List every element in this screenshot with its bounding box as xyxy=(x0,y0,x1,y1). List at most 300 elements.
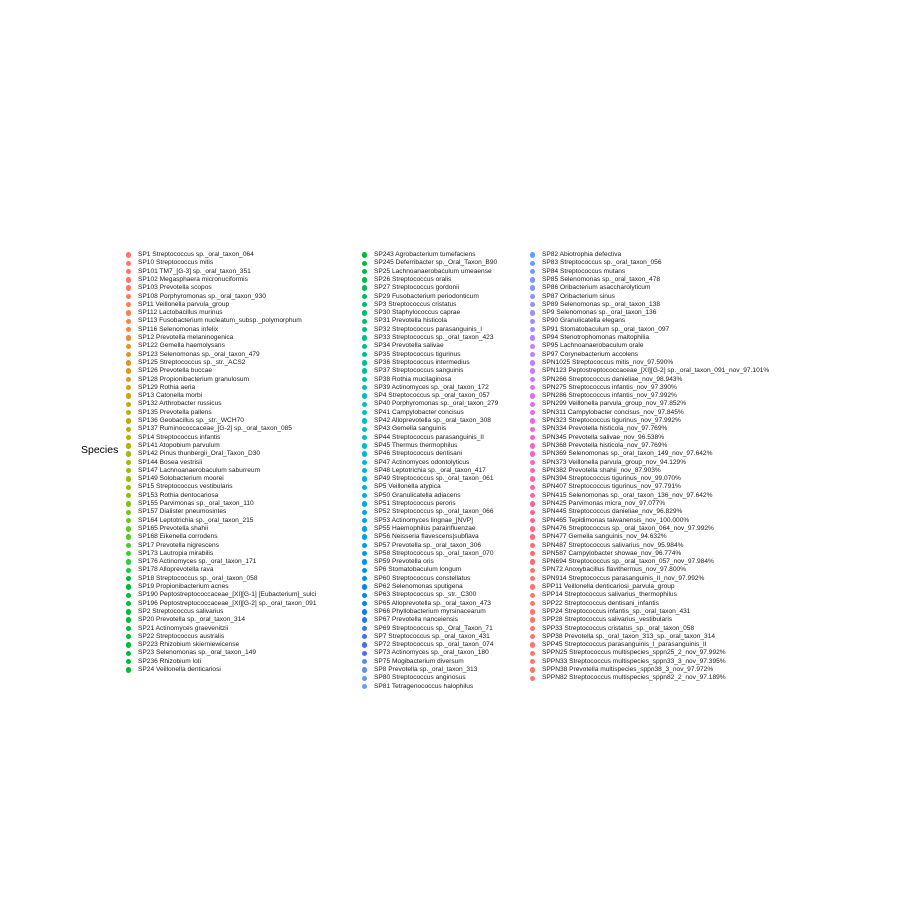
legend-dot-icon xyxy=(530,252,535,257)
legend-label: SP20 Prevotella sp._oral_taxon_314 xyxy=(138,616,246,624)
legend-dot-icon xyxy=(530,493,535,498)
legend-label: SP103 Prevotella scopos xyxy=(138,284,212,292)
legend-dot-icon xyxy=(530,460,535,465)
legend-dot-icon xyxy=(126,277,131,282)
legend-label: SP56 Neisseria flavescens|subflava xyxy=(374,533,479,541)
legend-label: SPP22 Streptococcus dentisani_infantis xyxy=(542,599,659,607)
legend-label: SPN694 Streptococcus sp._oral_taxon_057_nov_97.984% xyxy=(542,558,714,566)
legend-dot-icon xyxy=(126,642,131,647)
legend-label: SP132 Arthrobacter russicus xyxy=(138,400,222,408)
legend-dot-icon xyxy=(530,501,535,506)
legend-dot-icon xyxy=(530,584,535,589)
legend-label: SP30 Staphylococcus caprae xyxy=(374,309,461,317)
legend-dot-icon xyxy=(126,601,131,606)
legend-label: SP40 Porphyromonas sp._oral_taxon_279 xyxy=(374,400,499,408)
legend-label: SP33 Streptococcus sp._oral_taxon_423 xyxy=(374,334,494,341)
legend-label: SP122 Gemella haemolysans xyxy=(138,342,225,350)
legend-dot-icon xyxy=(362,402,367,407)
legend-dot-icon xyxy=(530,410,535,415)
legend-label: SP50 Granulicatella adiacens xyxy=(374,491,461,499)
legend-label: SPN323 Streptococcus tigurinus_nov_97.992% xyxy=(542,417,681,424)
legend-dot-icon xyxy=(362,435,367,440)
legend-dot-icon xyxy=(126,518,131,523)
legend-dot-icon xyxy=(530,642,535,647)
legend-dot-icon xyxy=(362,352,367,357)
legend-dot-icon xyxy=(126,443,131,448)
legend-dot-icon xyxy=(362,451,367,456)
legend-label: SP31 Prevotella histicola xyxy=(374,317,447,325)
legend-label: SPPN25 Streptococcus multispecies_sppn25_2_nov_97.992% xyxy=(542,649,726,657)
legend-dot-icon xyxy=(530,451,535,456)
legend-dot-icon xyxy=(362,684,367,689)
legend-dot-icon xyxy=(362,601,367,606)
legend-label: SP84 Streptococcus mutans xyxy=(542,267,626,275)
legend-label: SP37 Streptococcus sanguinis xyxy=(374,367,464,375)
legend-dot-icon xyxy=(362,659,367,664)
legend-dot-icon xyxy=(530,393,535,398)
legend-label: SP48 Leptotrichia sp._oral_taxon_417 xyxy=(374,466,486,474)
legend-label: SP17 Prevotella nigrescens xyxy=(138,541,220,549)
legend-dot-icon xyxy=(126,476,131,481)
legend-label: SP26 Streptococcus oralis xyxy=(374,275,452,283)
legend-dot-icon xyxy=(126,593,131,598)
legend-label: SP196 Peptostreptococcaceae_[XI][G-2] sp._oral_taxon_091 xyxy=(138,599,317,607)
legend-label: SPN368 Prevotella histicola_nov_97.769% xyxy=(542,441,668,449)
legend-dot-icon xyxy=(530,335,535,340)
legend-label: SPP14 Streptococcus salivarius_thermophilus xyxy=(542,591,677,599)
legend-label: SP53 Actinomyces lingnae_[NVP] xyxy=(374,516,473,524)
legend-label: SP141 Atopobium parvulum xyxy=(138,441,220,449)
legend-dot-icon xyxy=(126,294,131,299)
legend-label: SP243 Agrobacterium tumefaciens xyxy=(374,251,476,258)
legend-label: SP112 Lactobacillus murinus xyxy=(138,309,223,317)
legend-label: SP32 Streptococcus parasanguinis_I xyxy=(374,325,483,333)
legend-label: SPN425 Parvimonas micra_nov_97.077% xyxy=(542,500,666,507)
legend-label: SP72 Streptococcus sp._oral_taxon_074 xyxy=(374,641,494,649)
legend-dot-icon xyxy=(530,568,535,573)
legend-label: SP137 Ruminococcaceae_[G-2] sp._oral_taxon_085 xyxy=(138,425,292,433)
legend-dot-icon xyxy=(362,269,367,274)
legend-label: SPN275 Streptococcus infantis_nov_97.390% xyxy=(542,383,677,391)
legend-label: SP19 Propionibacterium acnes xyxy=(138,583,229,590)
legend-label: SPN72 Anoxybacillus flavithermus_nov_97.800% xyxy=(542,566,687,574)
legend-label: SP35 Streptococcus tigurinus xyxy=(374,350,461,358)
legend-label: SP80 Streptococcus anginosus xyxy=(374,674,466,682)
legend-dot-icon xyxy=(362,559,367,564)
legend-dot-icon xyxy=(126,651,131,656)
legend-dot-icon xyxy=(530,360,535,365)
legend-dot-icon xyxy=(362,617,367,622)
legend-label: SP2 Streptococcus salivarius xyxy=(138,607,224,615)
legend-dot-icon xyxy=(362,360,367,365)
legend-dot-icon xyxy=(126,252,131,257)
legend-label: SP36 Streptococcus intermedius xyxy=(374,358,470,366)
legend-label: SP25 Lachnoanaerobaculum umeaense xyxy=(374,267,492,275)
legend-label: SP123 Selenomonas sp._oral_taxon_479 xyxy=(138,350,260,358)
legend-label: SPN299 Veillonella parvula_group_nov_97.852% xyxy=(542,400,687,408)
legend-label: SP1 Streptococcus sp._oral_taxon_064 xyxy=(138,251,254,258)
legend-label: SPN345 Prevotella salivae_nov_96.538% xyxy=(542,433,665,441)
legend-label: SP58 Streptococcus sp._oral_taxon_070 xyxy=(374,549,494,557)
legend-dot-icon xyxy=(362,319,367,324)
legend-label: SP60 Streptococcus constellatus xyxy=(374,574,471,582)
legend-dot-icon xyxy=(126,302,131,307)
legend-label: SPN394 Streptococcus tigurinus_nov_99.070% xyxy=(542,475,681,483)
legend-dot-icon xyxy=(126,368,131,373)
legend-label: SP6 Stomatobaculum longum xyxy=(374,566,462,574)
legend-label: SP236 Rhizobium loti xyxy=(138,657,202,665)
legend-dot-icon xyxy=(126,410,131,415)
legend-dot-icon xyxy=(126,352,131,357)
legend-label: SP7 Streptococcus sp._oral_taxon_431 xyxy=(374,632,490,640)
legend-label: SPN465 Tepidimonas taiwanensis_nov_100.000% xyxy=(542,516,690,524)
legend-dot-icon xyxy=(530,344,535,349)
legend-dot-icon xyxy=(530,510,535,515)
legend-dot-icon xyxy=(362,501,367,506)
legend-dot-icon xyxy=(126,360,131,365)
legend-label: SP63 Streptococcus sp._str._C300 xyxy=(374,591,477,599)
legend-label: SPN123 Peptostreptococcaceae_[XI][G-2] sp._oral_taxon_091_nov_97.101% xyxy=(542,367,770,375)
legend-label: SPP11 Veillonella denticariosi_parvula_group xyxy=(542,583,675,590)
legend-label: SPN311 Campylobacter concisus_nov_97.845% xyxy=(542,408,684,416)
legend-dot-icon xyxy=(362,551,367,556)
legend-dot-icon xyxy=(126,418,131,423)
legend-dot-icon xyxy=(362,277,367,282)
legend-dot-icon xyxy=(126,485,131,490)
legend-label: SPN415 Selenomonas sp._oral_taxon_136_nov_97.642% xyxy=(542,491,713,499)
legend-label: SP165 Prevotella shahii xyxy=(138,524,209,532)
legend-label: SP147 Lachnoanaerobaculum saburreum xyxy=(138,466,261,474)
legend-dot-icon xyxy=(362,427,367,432)
legend-label: SP81 Tetragenococcus halophilus xyxy=(374,682,474,690)
legend-dot-icon xyxy=(126,393,131,398)
legend-label: SPN266 Streptococcus danieliae_nov_98.943% xyxy=(542,375,683,383)
legend-label: SP44 Streptococcus parasanguinis_II xyxy=(374,433,484,441)
legend-label: SP4 Streptococcus sp._oral_taxon_057 xyxy=(374,392,490,400)
legend-dot-icon xyxy=(362,518,367,523)
legend-dot-icon xyxy=(362,634,367,639)
legend-dot-icon xyxy=(530,518,535,523)
legend-label: SPP33 Streptococcus cristatus_sp._oral_taxon_058 xyxy=(542,624,695,632)
legend-dot-icon xyxy=(126,626,131,631)
legend-dot-icon xyxy=(530,601,535,606)
legend-dot-icon xyxy=(126,269,131,274)
legend-label: SP126 Prevotella buccae xyxy=(138,367,213,375)
legend-dot-icon xyxy=(530,526,535,531)
legend-dot-icon xyxy=(126,435,131,440)
legend-dot-icon xyxy=(530,551,535,556)
legend-label: SP45 Thermus thermophilus xyxy=(374,441,458,449)
legend-dot-icon xyxy=(530,559,535,564)
legend-label: SP144 Bosea vestrisii xyxy=(138,458,203,466)
legend-label: SP129 Rothia aeria xyxy=(138,383,196,391)
legend-dot-icon xyxy=(530,634,535,639)
legend-label: SP153 Rothia dentocariosa xyxy=(138,491,219,499)
legend-label: SP3 Streptococcus cristatus xyxy=(374,300,457,308)
legend-dot-icon xyxy=(362,526,367,531)
legend-dot-icon xyxy=(362,385,367,390)
legend-label: SPN369 Selenomonas sp._oral_taxon_149_nov_97.642% xyxy=(542,450,713,458)
legend-dot-icon xyxy=(362,344,367,349)
legend-label: SP190 Peptostreptococcaceae_[XI][G-1] [Eubacterium]_sulci xyxy=(138,591,317,599)
legend-label: SP178 Alloprevotella rava xyxy=(138,566,214,574)
legend-label: SP14 Streptococcus infantis xyxy=(138,433,221,441)
legend-label: SP95 Lachnoanaerobaculum orale xyxy=(542,342,644,350)
legend-label: SPP24 Streptococcus infantis_sp._oral_taxon_431 xyxy=(542,607,691,615)
legend-label: SP73 Actinomyces sp._oral_taxon_180 xyxy=(374,649,489,657)
legend-dot-icon xyxy=(126,319,131,324)
legend-dot-icon xyxy=(530,327,535,332)
legend-label: SP34 Prevotella salivae xyxy=(374,342,444,350)
legend-dot-icon xyxy=(362,294,367,299)
legend-dot-icon xyxy=(530,302,535,307)
legend-dot-icon xyxy=(530,261,535,266)
legend-dot-icon xyxy=(126,427,131,432)
legend-dot-icon xyxy=(530,659,535,664)
legend-label: SP55 Haemophilus parainfluenzae xyxy=(374,524,476,532)
legend-label: SP136 Geobacillus sp._str._WCH70 xyxy=(138,417,244,424)
legend-label: SP155 Parvimonas sp._oral_taxon_110 xyxy=(138,500,254,507)
legend-label: SP69 Streptococcus sp._Oral_Taxon_71 xyxy=(374,624,493,632)
legend-label: SP22 Streptococcus australis xyxy=(138,632,225,640)
legend-dot-icon xyxy=(126,551,131,556)
legend-label: SP52 Streptococcus sp._oral_taxon_066 xyxy=(374,508,494,516)
legend-dot-icon xyxy=(126,634,131,639)
legend-dot-icon xyxy=(530,476,535,481)
legend-dot-icon xyxy=(362,335,367,340)
legend-dot-icon xyxy=(126,609,131,614)
legend-dot-icon xyxy=(362,493,367,498)
legend-dot-icon xyxy=(530,609,535,614)
legend-label: SP90 Granulicatella elegans xyxy=(542,317,626,325)
legend-label: SPN1025 Streptococcus mitis_nov_97.590% xyxy=(542,358,674,366)
legend-dot-icon xyxy=(362,261,367,266)
legend-label: SPN373 Veillonella parvula_group_nov_94.129% xyxy=(542,458,687,466)
legend-dot-icon xyxy=(362,393,367,398)
legend-dot-icon xyxy=(530,377,535,382)
legend-label: SP24 Veillonella denticariosi xyxy=(138,666,221,673)
legend-dot-icon xyxy=(126,526,131,531)
legend-label: SP164 Leptotrichia sp._oral_taxon_215 xyxy=(138,516,254,524)
legend-dot-icon xyxy=(362,327,367,332)
legend-dot-icon xyxy=(530,626,535,631)
legend-dot-icon xyxy=(126,335,131,340)
legend-label: SP176 Actinomyces sp._oral_taxon_171 xyxy=(138,558,257,566)
legend-label: SPP45 Streptococcus parasanguinis_I_parasanguinis_II xyxy=(542,641,707,649)
legend-label: SP125 Streptococcus sp._str._ACS2 xyxy=(138,358,246,366)
legend-label: SP39 Actinomyces sp._oral_taxon_172 xyxy=(374,383,489,391)
legend-label: SP173 Lautropia mirabilis xyxy=(138,549,214,557)
legend-dot-icon xyxy=(362,676,367,681)
legend-dot-icon xyxy=(126,576,131,581)
legend-dot-icon xyxy=(530,667,535,672)
legend-dot-icon xyxy=(362,460,367,465)
legend-label: SP89 Selenomonas sp._oral_taxon_138 xyxy=(542,300,661,308)
legend-dot-icon xyxy=(362,252,367,257)
legend-dot-icon xyxy=(126,501,131,506)
legend-dot-icon xyxy=(530,385,535,390)
legend-dot-icon xyxy=(362,302,367,307)
legend-dot-icon xyxy=(530,368,535,373)
legend-dot-icon xyxy=(530,534,535,539)
legend-dot-icon xyxy=(126,617,131,622)
legend-label: SP82 Abiotrophia defectiva xyxy=(542,251,622,258)
legend-dot-icon xyxy=(362,443,367,448)
legend-dot-icon xyxy=(362,543,367,548)
legend-dot-icon xyxy=(530,617,535,622)
legend-dot-icon xyxy=(126,568,131,573)
legend-label: SP8 Prevotella sp._oral_taxon_313 xyxy=(374,666,478,673)
legend-label: SP42 Alloprevotella sp._oral_taxon_308 xyxy=(374,417,491,424)
legend-dot-icon xyxy=(362,593,367,598)
legend-dot-icon xyxy=(126,559,131,564)
legend-label: SPN445 Streptococcus danieliae_nov_96.829% xyxy=(542,508,683,516)
legend-label: SP18 Streptococcus sp._oral_taxon_058 xyxy=(138,574,258,582)
legend-dot-icon xyxy=(126,327,131,332)
legend-label: SP168 Eikenella corrodens xyxy=(138,533,218,541)
legend-label: SP102 Megasphaera micronuciformis xyxy=(138,275,248,283)
legend-label: SP245 Deferribacter sp._Oral_Taxon_B90 xyxy=(374,259,498,267)
legend-label: SP142 Pinus thunbergii_Oral_Taxon_D30 xyxy=(138,450,261,458)
legend-dot-icon xyxy=(530,269,535,274)
legend-dot-icon xyxy=(530,543,535,548)
legend-dot-icon xyxy=(530,294,535,299)
legend-dot-icon xyxy=(126,468,131,473)
legend-label: SP38 Rothia mucilaginosa xyxy=(374,375,452,383)
legend-label: SP49 Streptococcus sp._oral_taxon_061 xyxy=(374,475,494,483)
legend-dot-icon xyxy=(126,534,131,539)
legend-label: SPPN38 Prevotella multispecies_sppn38_3_nov_97.972% xyxy=(542,666,714,673)
legend-label: SP65 Alloprevotella sp._oral_taxon_473 xyxy=(374,599,491,607)
legend-dot-icon xyxy=(530,485,535,490)
legend-dot-icon xyxy=(126,659,131,664)
legend-dot-icon xyxy=(362,377,367,382)
legend-label: SP97 Corynebacterium accolens xyxy=(542,350,639,358)
legend-label: SP11 Veillonella parvula_group xyxy=(138,300,230,308)
legend-dot-icon xyxy=(362,651,367,656)
legend-dot-icon xyxy=(126,402,131,407)
legend-label: SPP28 Streptococcus salivarius_vestibularis xyxy=(542,616,673,624)
legend-dot-icon xyxy=(530,593,535,598)
legend-dot-icon xyxy=(362,410,367,415)
legend-label: SP29 Fusobacterium periodonticum xyxy=(374,292,479,300)
legend-dot-icon xyxy=(362,368,367,373)
legend-dot-icon xyxy=(362,418,367,423)
legend-dot-icon xyxy=(362,667,367,672)
legend-label: SP75 Mogibacterium diversum xyxy=(374,657,464,665)
legend-label: SPPN82 Streptococcus multispecies_sppn82_2_nov_97.189% xyxy=(542,674,726,682)
legend-dot-icon xyxy=(126,261,131,266)
legend-label: SPN477 Gemella sanguinis_nov_94.632% xyxy=(542,533,667,541)
legend-dot-icon xyxy=(362,568,367,573)
legend-dot-icon xyxy=(530,402,535,407)
legend-label: SP113 Fusobacterium nucleatum_subsp._polymorphum xyxy=(138,317,302,325)
legend-label: SP10 Streptococcus mitis xyxy=(138,259,214,267)
legend-label: SP85 Selenomonas sp._oral_taxon_478 xyxy=(542,275,661,283)
legend-label: SP83 Streptococcus sp._oral_taxon_056 xyxy=(542,259,662,267)
legend-dot-icon xyxy=(126,510,131,515)
legend-dot-icon xyxy=(126,460,131,465)
legend-label: SP12 Prevotella melaninogenica xyxy=(138,334,234,341)
legend-label: SP15 Streptococcus vestibularis xyxy=(138,483,233,491)
legend-dot-icon xyxy=(530,651,535,656)
legend-label: SP59 Prevotella oris xyxy=(374,558,434,566)
legend-dot-icon xyxy=(530,443,535,448)
legend-dot-icon xyxy=(126,493,131,498)
legend-dot-icon xyxy=(530,277,535,282)
legend-label: SP101 TM7_[G-3] sp._oral_taxon_351 xyxy=(138,267,251,275)
legend-title: Species xyxy=(81,444,119,456)
legend-label: SP86 Oribacterium asaccharolyticum xyxy=(542,284,651,292)
legend-label: SP67 Prevotella nanceiensis xyxy=(374,616,458,624)
legend-dot-icon xyxy=(362,510,367,515)
legend-dot-icon xyxy=(530,676,535,681)
legend-dot-icon xyxy=(362,626,367,631)
legend-label: SP223 Rhizobium skierniewicense xyxy=(138,641,240,649)
legend-label: SP149 Solobacterium moorei xyxy=(138,475,224,483)
legend-label: SP41 Campylobacter concisus xyxy=(374,408,464,416)
legend-label: SPN914 Streptococcus parasanguinis_II_nov_97.992% xyxy=(542,574,705,582)
legend-label: SPN286 Streptococcus infantis_nov_97.992% xyxy=(542,392,677,400)
legend-label: SP128 Propionibacterium granulosum xyxy=(138,375,250,383)
legend-label: SP21 Actinomyces graevenitzii xyxy=(138,624,229,632)
legend-dot-icon xyxy=(126,310,131,315)
legend-label: SP13 Catonella morbi xyxy=(138,392,203,400)
legend-dot-icon xyxy=(530,418,535,423)
legend-label: SPN382 Prevotella shahii_nov_87.903% xyxy=(542,466,661,474)
legend-dot-icon xyxy=(126,667,131,672)
legend-label: SPN476 Streptococcus sp._oral_taxon_064_nov_97.992% xyxy=(542,524,714,532)
legend-label: SP57 Prevotella sp._oral_taxon_306 xyxy=(374,541,482,549)
legend-label: SP91 Stomatobaculum sp._oral_taxon_097 xyxy=(542,325,670,333)
legend-dot-icon xyxy=(530,468,535,473)
legend-dot-icon xyxy=(362,534,367,539)
legend-dot-icon xyxy=(362,468,367,473)
legend-dot-icon xyxy=(126,377,131,382)
legend-label: SP66 Phyllobacterium myrsinacearum xyxy=(374,607,486,615)
legend-label: SP9 Selenomonas sp._oral_taxon_136 xyxy=(542,309,657,317)
legend-dot-icon xyxy=(362,609,367,614)
legend-dot-icon xyxy=(362,310,367,315)
legend-label: SP47 Actinomyces odontolyticus xyxy=(374,458,470,466)
legend-dot-icon xyxy=(362,584,367,589)
legend-dot-icon xyxy=(126,344,131,349)
legend-dot-icon xyxy=(362,485,367,490)
legend-dot-icon xyxy=(530,576,535,581)
legend-dot-icon xyxy=(126,385,131,390)
legend-label: SP135 Prevotella pallens xyxy=(138,408,212,416)
legend-label: SPN487 Streptococcus salivarius_nov_95.984% xyxy=(542,541,684,549)
legend-dot-icon xyxy=(362,476,367,481)
legend-dot-icon xyxy=(126,584,131,589)
legend-dot-icon xyxy=(362,285,367,290)
legend-label: SP27 Streptococcus gordonii xyxy=(374,284,460,292)
legend-dot-icon xyxy=(126,285,131,290)
legend-label: SPN334 Prevotella histicola_nov_97.769% xyxy=(542,425,668,433)
legend-dot-icon xyxy=(362,576,367,581)
legend-label: SP62 Selenomonas sputigena xyxy=(374,583,463,590)
legend-label: SP23 Selenomonas sp._oral_taxon_149 xyxy=(138,649,257,657)
legend-label: SP46 Streptococcus dentisani xyxy=(374,450,462,458)
legend-dot-icon xyxy=(362,642,367,647)
legend-label: SP5 Veillonella atypica xyxy=(374,483,441,491)
legend-label: SP43 Gemella sanguinis xyxy=(374,425,447,433)
legend-dot-icon xyxy=(126,543,131,548)
legend-label: SP116 Selenomonas infelix xyxy=(138,325,219,333)
legend-dot-icon xyxy=(530,435,535,440)
legend-label: SP157 Dialister pneumosintes xyxy=(138,508,227,516)
legend-label: SPN587 Campylobacter showae_nov_96.774% xyxy=(542,549,682,557)
